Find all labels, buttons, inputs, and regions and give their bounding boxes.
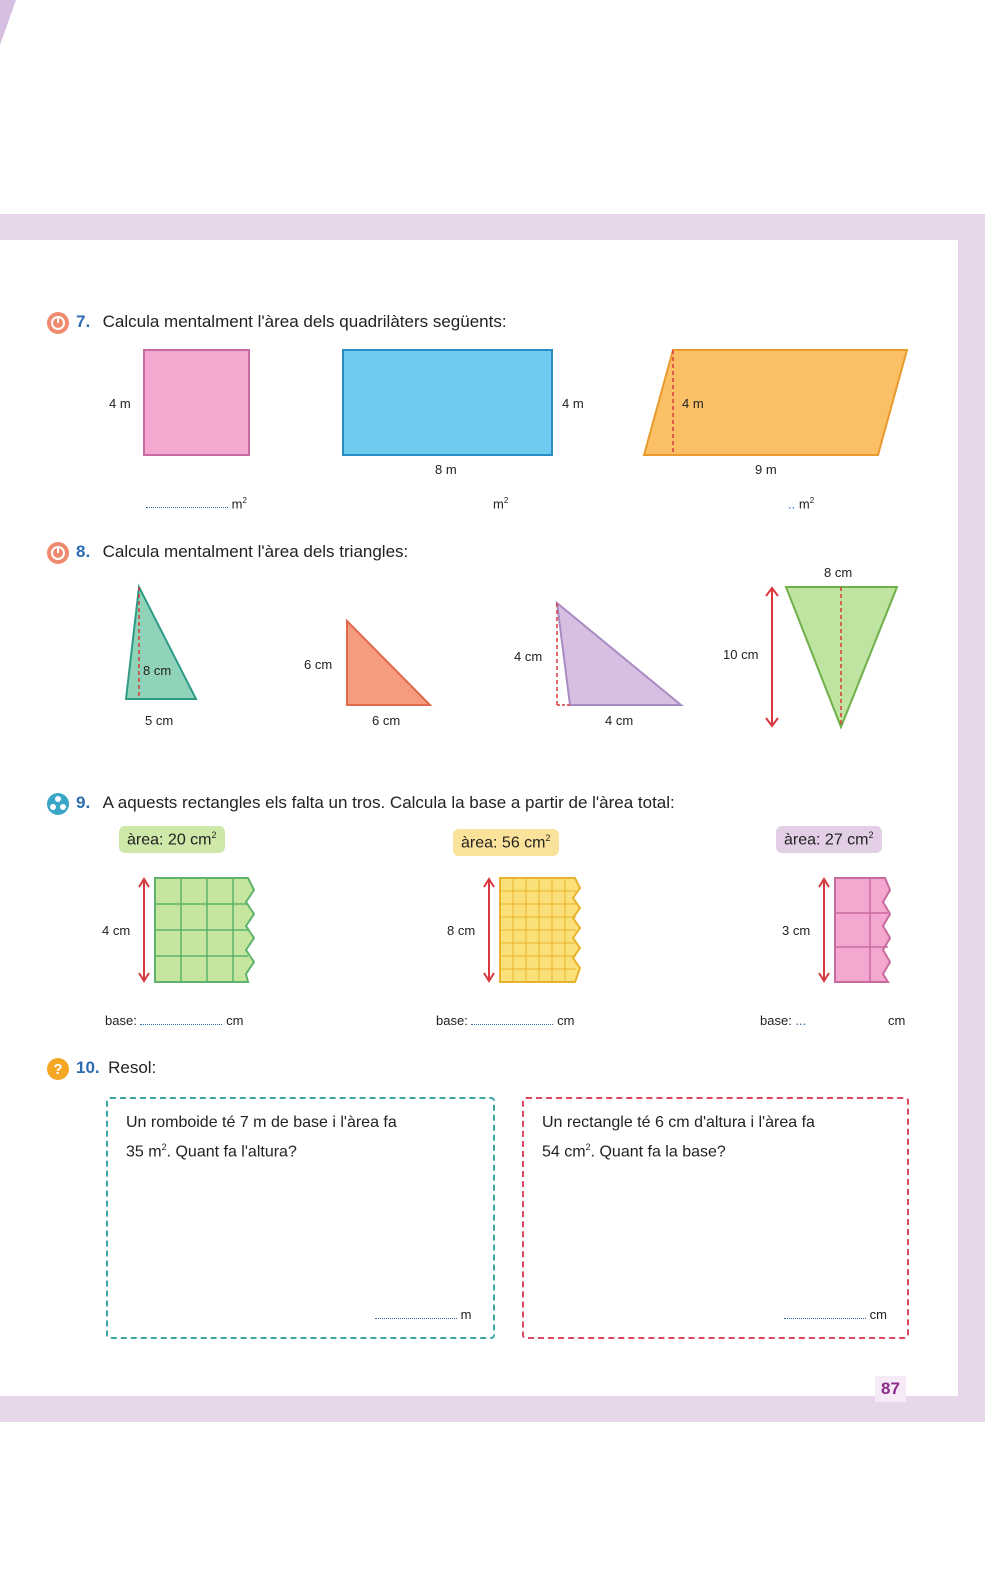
ex9-base-answer-1: base: cm [105, 1013, 244, 1028]
square-side-label: 4 m [109, 396, 131, 411]
para-base-label: 9 m [755, 462, 777, 477]
t4-height-label: 10 cm [723, 647, 759, 662]
corner-decoration [0, 0, 20, 50]
puzzle-icon [46, 792, 70, 816]
page-band-bottom [0, 1396, 985, 1422]
t4-top-label: 8 cm [824, 565, 853, 580]
ex9-title: A aquests rectangles els falta un tros. Calcula la base a partir de l'àrea total: [102, 793, 675, 812]
problem-left-text: Un romboide té 7 m de base i l'àrea fa 35 $m^2$. Quant fa l'altura? [126, 1114, 397, 1161]
rect3-height-label: 3 cm [782, 923, 811, 938]
answer-blank[interactable] [784, 1308, 866, 1319]
problem-box-left[interactable] [106, 1097, 495, 1339]
ex9-heading [76, 793, 675, 813]
rect-height-label: 4 m [562, 396, 584, 411]
answer-blank[interactable] [140, 1014, 222, 1025]
t1-height-label: 8 cm [143, 663, 172, 678]
ex7-answer-2: $m^2$ [493, 496, 509, 512]
ex9-number: 9. [76, 793, 91, 812]
t3-base-label: 4 cm [605, 713, 634, 728]
question-icon [46, 1057, 70, 1081]
problem-left-answer: m [375, 1307, 471, 1322]
area-tag-2: àrea: 56 $cm^2$ [453, 829, 559, 856]
ex9-base-unit-3: cm [888, 1013, 906, 1028]
t3-height-label: 4 cm [514, 649, 543, 664]
triangle-3-shape [557, 603, 681, 705]
ex9-base-answer-3: base: ... [760, 1013, 807, 1028]
ex10-heading [76, 1058, 156, 1078]
ex7-heading [76, 312, 507, 332]
square-shape [144, 350, 249, 455]
problem-box-right[interactable] [522, 1097, 909, 1339]
rect2-height-label: 8 cm [447, 923, 476, 938]
ex8-title: Calcula mentalment l'àrea dels triangles: [102, 542, 409, 561]
ex7-answer-1: $m^2$ [146, 496, 247, 511]
ex8-heading [76, 542, 408, 562]
ex7-number: 7. [76, 312, 91, 331]
svg-text:?: ? [53, 1061, 63, 1078]
rectangle-2-grid [500, 878, 580, 982]
mental-calc-icon [46, 311, 70, 335]
ex8-figures [100, 570, 920, 740]
ex8-number: 8. [76, 542, 91, 561]
page-number: 87 [875, 1376, 906, 1402]
answer-blank[interactable] [146, 497, 228, 508]
rectangle-1-grid [155, 878, 254, 982]
triangle-2-shape [347, 621, 430, 705]
ex7-answer-3: .. $m^2$ [788, 496, 815, 512]
page-band-right [958, 214, 985, 1422]
para-height-label: 4 m [682, 396, 704, 411]
ex7-title: Calcula mentalment l'àrea dels quadrilàters següents: [102, 312, 507, 331]
mental-calc-icon [46, 541, 70, 565]
t1-base-label: 5 cm [145, 713, 174, 728]
ex10-number: 10. [76, 1058, 100, 1077]
t2-height-label: 6 cm [304, 657, 333, 672]
problem-right-text: Un rectangle té 6 cm d'altura i l'àrea fa 54 $cm^2$. Quant fa la base? [542, 1114, 815, 1161]
ex9-base-answer-2: base: cm [436, 1013, 575, 1028]
answer-blank[interactable] [375, 1308, 457, 1319]
area-tag-3: àrea: 27 $cm^2$ [776, 826, 882, 853]
ex7-figures [100, 340, 920, 520]
area-tag-1: àrea: 20 $cm^2$ [119, 826, 225, 853]
answer-blank[interactable] [471, 1014, 553, 1025]
rectangle-3-grid [835, 878, 890, 982]
rectangle-shape [343, 350, 552, 455]
rect-base-label: 8 m [435, 462, 457, 477]
t2-base-label: 6 cm [372, 713, 401, 728]
rect1-height-label: 4 cm [102, 923, 131, 938]
triangle-1-shape [126, 587, 196, 699]
page-band-top [0, 214, 985, 240]
ex10-title: Resol: [108, 1058, 157, 1077]
problem-right-answer: cm [784, 1307, 887, 1322]
